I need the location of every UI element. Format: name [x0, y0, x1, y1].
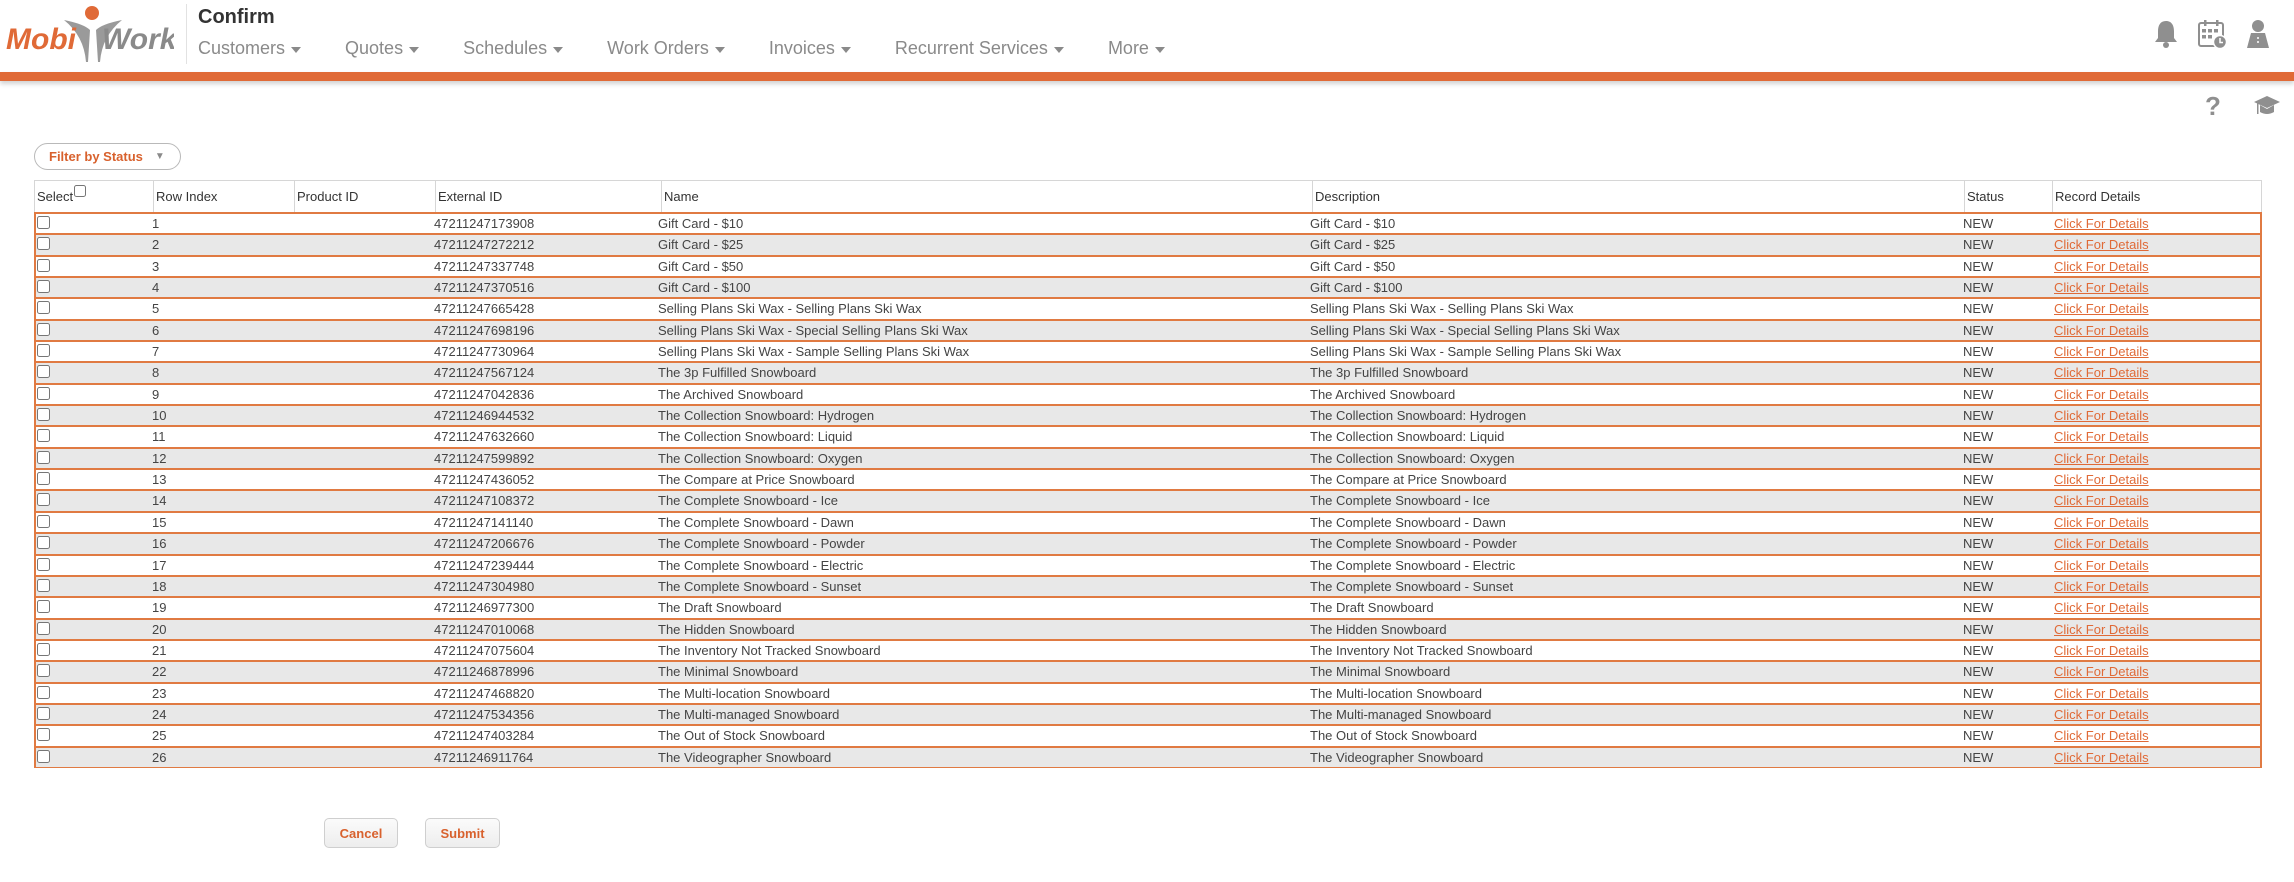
svg-text:Work: Work [102, 23, 174, 56]
description-cell: The Complete Snowboard - Ice [1310, 493, 1490, 509]
record-details-link[interactable]: Click For Details [2054, 386, 2149, 402]
status-cell: NEW [1963, 600, 1994, 616]
external-id-cell: 47211246911764 [434, 749, 534, 765]
description-cell: The Complete Snowboard - Electric [1310, 557, 1516, 573]
status-cell: NEW [1963, 365, 1994, 381]
record-details-link[interactable]: Click For Details [2054, 301, 2149, 317]
record-details-link[interactable]: Click For Details [2054, 365, 2149, 381]
row-index-cell: 15 [152, 514, 167, 530]
name-cell: The Compare at Price Snowboard [658, 472, 855, 488]
row-index-cell: 9 [152, 386, 160, 402]
record-details-link[interactable]: Click For Details [2054, 536, 2149, 552]
mobiwork-logo[interactable] [4, 2, 174, 66]
record-details-link[interactable]: Click For Details [2054, 216, 2149, 231]
status-cell: NEW [1963, 344, 1994, 360]
table-row [34, 233, 2262, 255]
filter-by-status-dropdown[interactable] [34, 143, 181, 170]
row-select-checkbox[interactable] [37, 664, 50, 677]
record-details-link[interactable]: Click For Details [2054, 429, 2149, 445]
caret-down-icon: ▼ [154, 151, 165, 162]
chevron-down-icon [841, 47, 851, 53]
status-cell: NEW [1963, 514, 1994, 530]
nav-label: Quotes [345, 38, 404, 58]
row-select-checkbox[interactable] [37, 600, 50, 613]
external-id-cell: 47211247436052 [434, 472, 535, 488]
row-index-cell: 2 [152, 237, 160, 253]
external-id-cell: 47211247632660 [434, 429, 535, 445]
name-cell: The Multi-managed Snowboard [658, 706, 840, 722]
table-row [34, 319, 2262, 341]
nav-label: Invoices [768, 38, 835, 58]
row-index-cell: 14 [152, 493, 167, 509]
description-cell: The Collection Snowboard: Oxygen [1310, 450, 1515, 466]
record-details-link[interactable]: Click For Details [2054, 578, 2149, 594]
external-id-cell: 47211247206676 [434, 536, 535, 552]
external-id-cell: 47211247534356 [434, 706, 535, 722]
table-row [34, 212, 2262, 234]
status-cell: NEW [1963, 621, 1994, 637]
nav-customers[interactable] [198, 38, 301, 59]
row-select-checkbox[interactable] [37, 301, 50, 314]
nav-label: Work Orders [607, 38, 709, 58]
table-row [34, 255, 2262, 277]
nav-schedules[interactable] [463, 38, 563, 59]
status-cell: NEW [1963, 493, 1994, 509]
row-select-checkbox[interactable] [37, 472, 50, 485]
status-cell: NEW [1963, 322, 1994, 338]
user-icon[interactable] [2242, 18, 2274, 50]
row-select-checkbox[interactable] [37, 387, 50, 400]
status-cell: NEW [1963, 216, 1994, 231]
row-select-checkbox[interactable] [37, 237, 50, 250]
table-row [34, 639, 2262, 661]
status-cell: NEW [1963, 642, 1994, 658]
record-details-link[interactable]: Click For Details [2054, 621, 2149, 637]
chevron-down-icon [291, 47, 301, 53]
top-header [0, 0, 2294, 72]
row-index-cell: 23 [152, 685, 167, 701]
record-details-link[interactable]: Click For Details [2054, 493, 2149, 509]
status-cell: NEW [1963, 728, 1994, 744]
chevron-down-icon [715, 47, 725, 53]
row-select-checkbox[interactable] [37, 408, 50, 421]
row-index-cell: 10 [152, 408, 167, 424]
row-index-cell: 1 [152, 216, 160, 231]
description-cell: Gift Card - $100 [1310, 280, 1403, 296]
header-icons [2150, 18, 2274, 50]
description-cell: Selling Plans Ski Wax - Sample Selling Plans Ski Wax [1310, 344, 1622, 360]
table-row [34, 447, 2262, 469]
description-cell: The Out of Stock Snowboard [1310, 728, 1477, 744]
status-cell: NEW [1963, 536, 1994, 552]
name-cell: The Videographer Snowboard [658, 749, 832, 765]
records-table [34, 180, 2262, 768]
row-select-checkbox[interactable] [37, 493, 50, 506]
record-details-link[interactable]: Click For Details [2054, 237, 2149, 253]
description-cell: The Archived Snowboard [1310, 386, 1456, 402]
chevron-down-icon [553, 47, 563, 53]
table-row [34, 618, 2262, 640]
nav-label: More [1107, 38, 1149, 58]
column-header-description[interactable]: Description [1312, 181, 1964, 212]
record-details-link[interactable]: Click For Details [2054, 280, 2149, 296]
table-row [34, 383, 2262, 405]
description-cell: The Complete Snowboard - Dawn [1310, 514, 1506, 530]
name-cell: The Out of Stock Snowboard [658, 728, 825, 744]
table-row [34, 596, 2262, 618]
svg-text:Mobi: Mobi [6, 23, 76, 56]
row-select-checkbox[interactable] [37, 622, 50, 635]
column-label: Select [37, 189, 74, 204]
row-select-checkbox[interactable] [37, 323, 50, 336]
record-details-link[interactable]: Click For Details [2054, 600, 2149, 616]
nav-quotes[interactable] [345, 38, 419, 59]
status-cell: NEW [1963, 557, 1994, 573]
description-cell: The 3p Fulfilled Snowboard [1310, 365, 1469, 381]
record-details-link[interactable]: Click For Details [2054, 322, 2149, 338]
row-index-cell: 16 [152, 536, 167, 552]
nav-recurrent-services[interactable] [895, 38, 1064, 59]
nav-label: Schedules [463, 38, 548, 58]
external-id-cell: 47211247337748 [434, 258, 535, 274]
record-details-link[interactable]: Click For Details [2054, 258, 2149, 274]
external-id-cell: 47211247599892 [434, 450, 535, 466]
row-index-cell: 21 [152, 642, 167, 658]
row-index-cell: 26 [152, 749, 167, 765]
row-select-checkbox[interactable] [37, 536, 50, 549]
column-header-select [35, 181, 153, 212]
external-id-cell: 47211247141140 [434, 514, 534, 530]
row-index-cell: 5 [152, 301, 160, 317]
row-index-cell: 3 [152, 258, 160, 274]
external-id-cell: 47211247567124 [434, 365, 535, 381]
row-index-cell: 25 [152, 728, 167, 744]
description-cell: The Complete Snowboard - Powder [1310, 536, 1517, 552]
table-row [34, 489, 2262, 511]
status-cell: NEW [1963, 706, 1994, 722]
table-row [34, 682, 2262, 704]
select-all-checkbox[interactable] [74, 185, 86, 197]
external-id-cell: 47211247042836 [434, 386, 535, 402]
row-index-cell: 8 [152, 365, 160, 381]
column-header-external-id[interactable]: External ID [435, 181, 661, 212]
status-cell: NEW [1963, 258, 1994, 274]
row-select-checkbox[interactable] [37, 579, 50, 592]
row-index-cell: 24 [152, 706, 167, 722]
name-cell: Gift Card - $50 [658, 258, 744, 274]
nav-work-orders[interactable] [607, 38, 725, 59]
help-icon[interactable] [2198, 92, 2228, 120]
description-cell: Gift Card - $10 [1310, 216, 1396, 231]
cancel-button[interactable]: Cancel [324, 818, 398, 848]
chevron-down-icon [1155, 47, 1165, 53]
name-cell: Selling Plans Ski Wax - Special Selling Plans Ski Wax [658, 322, 968, 338]
status-cell: NEW [1963, 664, 1994, 680]
description-cell: The Hidden Snowboard [1310, 621, 1447, 637]
name-cell: Selling Plans Ski Wax - Selling Plans Ski Wax [658, 301, 922, 317]
name-cell: Selling Plans Ski Wax - Sample Selling Plans Ski Wax [658, 344, 970, 360]
description-cell: The Collection Snowboard: Liquid [1310, 429, 1505, 445]
status-cell: NEW [1963, 685, 1994, 701]
nav-label: Recurrent Services [894, 38, 1048, 58]
status-cell: NEW [1963, 749, 1994, 765]
name-cell: The Hidden Snowboard [658, 621, 795, 637]
row-select-checkbox[interactable] [37, 707, 50, 720]
nav-invoices[interactable] [769, 38, 851, 59]
status-cell: NEW [1963, 301, 1994, 317]
chevron-down-icon [1054, 47, 1064, 53]
external-id-cell: 47211247010068 [434, 621, 535, 637]
table-row [34, 340, 2262, 362]
row-select-checkbox[interactable] [37, 515, 50, 528]
external-id-cell: 47211247370516 [434, 280, 535, 296]
status-cell: NEW [1963, 450, 1994, 466]
record-details-link[interactable]: Click For Details [2054, 642, 2149, 658]
external-id-cell: 47211246944532 [434, 408, 535, 424]
name-cell: The Complete Snowboard - Ice [658, 493, 838, 509]
row-select-checkbox[interactable] [37, 280, 50, 293]
description-cell: Selling Plans Ski Wax - Special Selling Plans Ski Wax [1310, 322, 1620, 338]
bell-icon[interactable] [2150, 18, 2182, 50]
accent-bar [0, 72, 2294, 81]
name-cell: The Collection Snowboard: Liquid [658, 429, 853, 445]
description-cell: The Multi-managed Snowboard [1310, 706, 1492, 722]
row-select-checkbox[interactable] [37, 643, 50, 656]
row-index-cell: 12 [152, 450, 167, 466]
external-id-cell: 47211247468820 [434, 685, 535, 701]
status-cell: NEW [1963, 578, 1994, 594]
row-index-cell: 17 [152, 557, 167, 573]
name-cell: The Multi-location Snowboard [658, 685, 830, 701]
description-cell: The Complete Snowboard - Sunset [1310, 578, 1514, 594]
status-cell: NEW [1963, 408, 1994, 424]
row-index-cell: 13 [152, 472, 167, 488]
name-cell: The Complete Snowboard - Powder [658, 536, 865, 552]
column-header-status[interactable]: Status [1964, 181, 2052, 212]
row-select-checkbox[interactable] [37, 728, 50, 741]
calendar-clock-icon[interactable] [2196, 18, 2228, 50]
nav-more[interactable] [1108, 38, 1165, 59]
table-row [34, 276, 2262, 298]
row-select-checkbox[interactable] [37, 558, 50, 571]
column-header-name[interactable]: Name [661, 181, 1312, 212]
external-id-cell: 47211246878996 [434, 664, 535, 680]
table-row [34, 575, 2262, 597]
row-index-cell: 22 [152, 664, 167, 680]
description-cell: The Multi-location Snowboard [1310, 685, 1482, 701]
row-select-checkbox[interactable] [37, 344, 50, 357]
svg-text:?: ? [2205, 92, 2221, 120]
column-header-record-details[interactable]: Record Details [2052, 181, 2261, 212]
status-cell: NEW [1963, 429, 1994, 445]
external-id-cell: 47211247173908 [434, 216, 535, 231]
row-index-cell: 7 [152, 344, 160, 360]
external-id-cell: 47211247272212 [434, 237, 535, 253]
description-cell: The Minimal Snowboard [1310, 664, 1451, 680]
name-cell: The Collection Snowboard: Hydrogen [658, 408, 875, 424]
graduation-cap-icon[interactable] [2252, 92, 2282, 120]
table-row [34, 511, 2262, 533]
description-cell: The Draft Snowboard [1310, 600, 1434, 616]
row-index-cell: 11 [152, 429, 166, 445]
name-cell: Gift Card - $25 [658, 237, 744, 253]
table-row [34, 297, 2262, 319]
record-details-link[interactable]: Click For Details [2054, 557, 2149, 573]
table-row [34, 660, 2262, 682]
record-details-link[interactable]: Click For Details [2054, 664, 2149, 680]
description-cell: Gift Card - $25 [1310, 237, 1396, 253]
row-select-checkbox[interactable] [37, 750, 50, 763]
external-id-cell: 47211247075604 [434, 642, 535, 658]
record-details-link[interactable]: Click For Details [2054, 706, 2149, 722]
external-id-cell: 47211247698196 [434, 322, 535, 338]
row-index-cell: 18 [152, 578, 167, 594]
record-details-link[interactable]: Click For Details [2054, 749, 2149, 765]
row-select-checkbox[interactable] [37, 429, 50, 442]
external-id-cell: 47211247403284 [434, 728, 535, 744]
name-cell: The Inventory Not Tracked Snowboard [658, 642, 881, 658]
name-cell: The Complete Snowboard - Dawn [658, 514, 854, 530]
row-select-checkbox[interactable] [37, 686, 50, 699]
name-cell: Gift Card - $100 [658, 280, 751, 296]
description-cell: Gift Card - $50 [1310, 258, 1396, 274]
record-details-link[interactable]: Click For Details [2054, 728, 2149, 744]
record-details-link[interactable]: Click For Details [2054, 472, 2149, 488]
status-cell: NEW [1963, 386, 1994, 402]
external-id-cell: 47211247108372 [434, 493, 535, 509]
description-cell: The Collection Snowboard: Hydrogen [1310, 408, 1527, 424]
table-row [34, 746, 2262, 768]
column-header-row-index[interactable]: Row Index [153, 181, 294, 212]
chevron-down-icon [409, 47, 419, 53]
record-details-link[interactable]: Click For Details [2054, 344, 2149, 360]
table-row [34, 425, 2262, 447]
record-details-link[interactable]: Click For Details [2054, 408, 2149, 424]
nav-label: Customers [198, 38, 286, 58]
description-cell: Selling Plans Ski Wax - Selling Plans Ski Wax [1310, 301, 1574, 317]
table-header [34, 180, 2262, 213]
table-row [34, 724, 2262, 746]
name-cell: The Minimal Snowboard [658, 664, 799, 680]
table-row [34, 404, 2262, 426]
external-id-cell: 47211246977300 [434, 600, 535, 616]
record-details-link[interactable]: Click For Details [2054, 450, 2149, 466]
submit-button[interactable]: Submit [425, 818, 500, 848]
name-cell: The Complete Snowboard - Sunset [658, 578, 862, 594]
external-id-cell: 47211247239444 [434, 557, 535, 573]
table-row [34, 554, 2262, 576]
name-cell: Gift Card - $10 [658, 216, 744, 231]
record-details-link[interactable]: Click For Details [2054, 685, 2149, 701]
table-row [34, 532, 2262, 554]
help-icons [2198, 92, 2282, 120]
table-row [34, 361, 2262, 383]
external-id-cell: 47211247665428 [434, 301, 535, 317]
description-cell: The Inventory Not Tracked Snowboard [1310, 642, 1533, 658]
filter-label: Filter by Status [49, 149, 143, 164]
row-index-cell: 6 [152, 322, 160, 338]
logo-divider [186, 4, 187, 64]
table-body [34, 212, 2262, 768]
description-cell: The Videographer Snowboard [1310, 749, 1484, 765]
status-cell: NEW [1963, 280, 1994, 296]
column-header-product-id[interactable]: Product ID [294, 181, 435, 212]
table-row [34, 703, 2262, 725]
name-cell: The Collection Snowboard: Oxygen [658, 450, 863, 466]
record-details-link[interactable]: Click For Details [2054, 514, 2149, 530]
name-cell: The Draft Snowboard [658, 600, 782, 616]
status-cell: NEW [1963, 237, 1994, 253]
row-select-checkbox[interactable] [37, 365, 50, 378]
page-title: Confirm [198, 6, 275, 28]
row-index-cell: 4 [152, 280, 160, 296]
external-id-cell: 47211247304980 [434, 578, 535, 594]
name-cell: The 3p Fulfilled Snowboard [658, 365, 817, 381]
description-cell: The Compare at Price Snowboard [1310, 472, 1507, 488]
row-index-cell: 20 [152, 621, 167, 637]
name-cell: The Archived Snowboard [658, 386, 804, 402]
row-select-checkbox[interactable] [37, 216, 50, 229]
name-cell: The Complete Snowboard - Electric [658, 557, 864, 573]
row-index-cell: 19 [152, 600, 167, 616]
table-row [34, 468, 2262, 490]
external-id-cell: 47211247730964 [434, 344, 535, 360]
row-select-checkbox[interactable] [37, 259, 50, 272]
status-cell: NEW [1963, 472, 1994, 488]
row-select-checkbox[interactable] [37, 451, 50, 464]
main-nav [198, 38, 1209, 59]
